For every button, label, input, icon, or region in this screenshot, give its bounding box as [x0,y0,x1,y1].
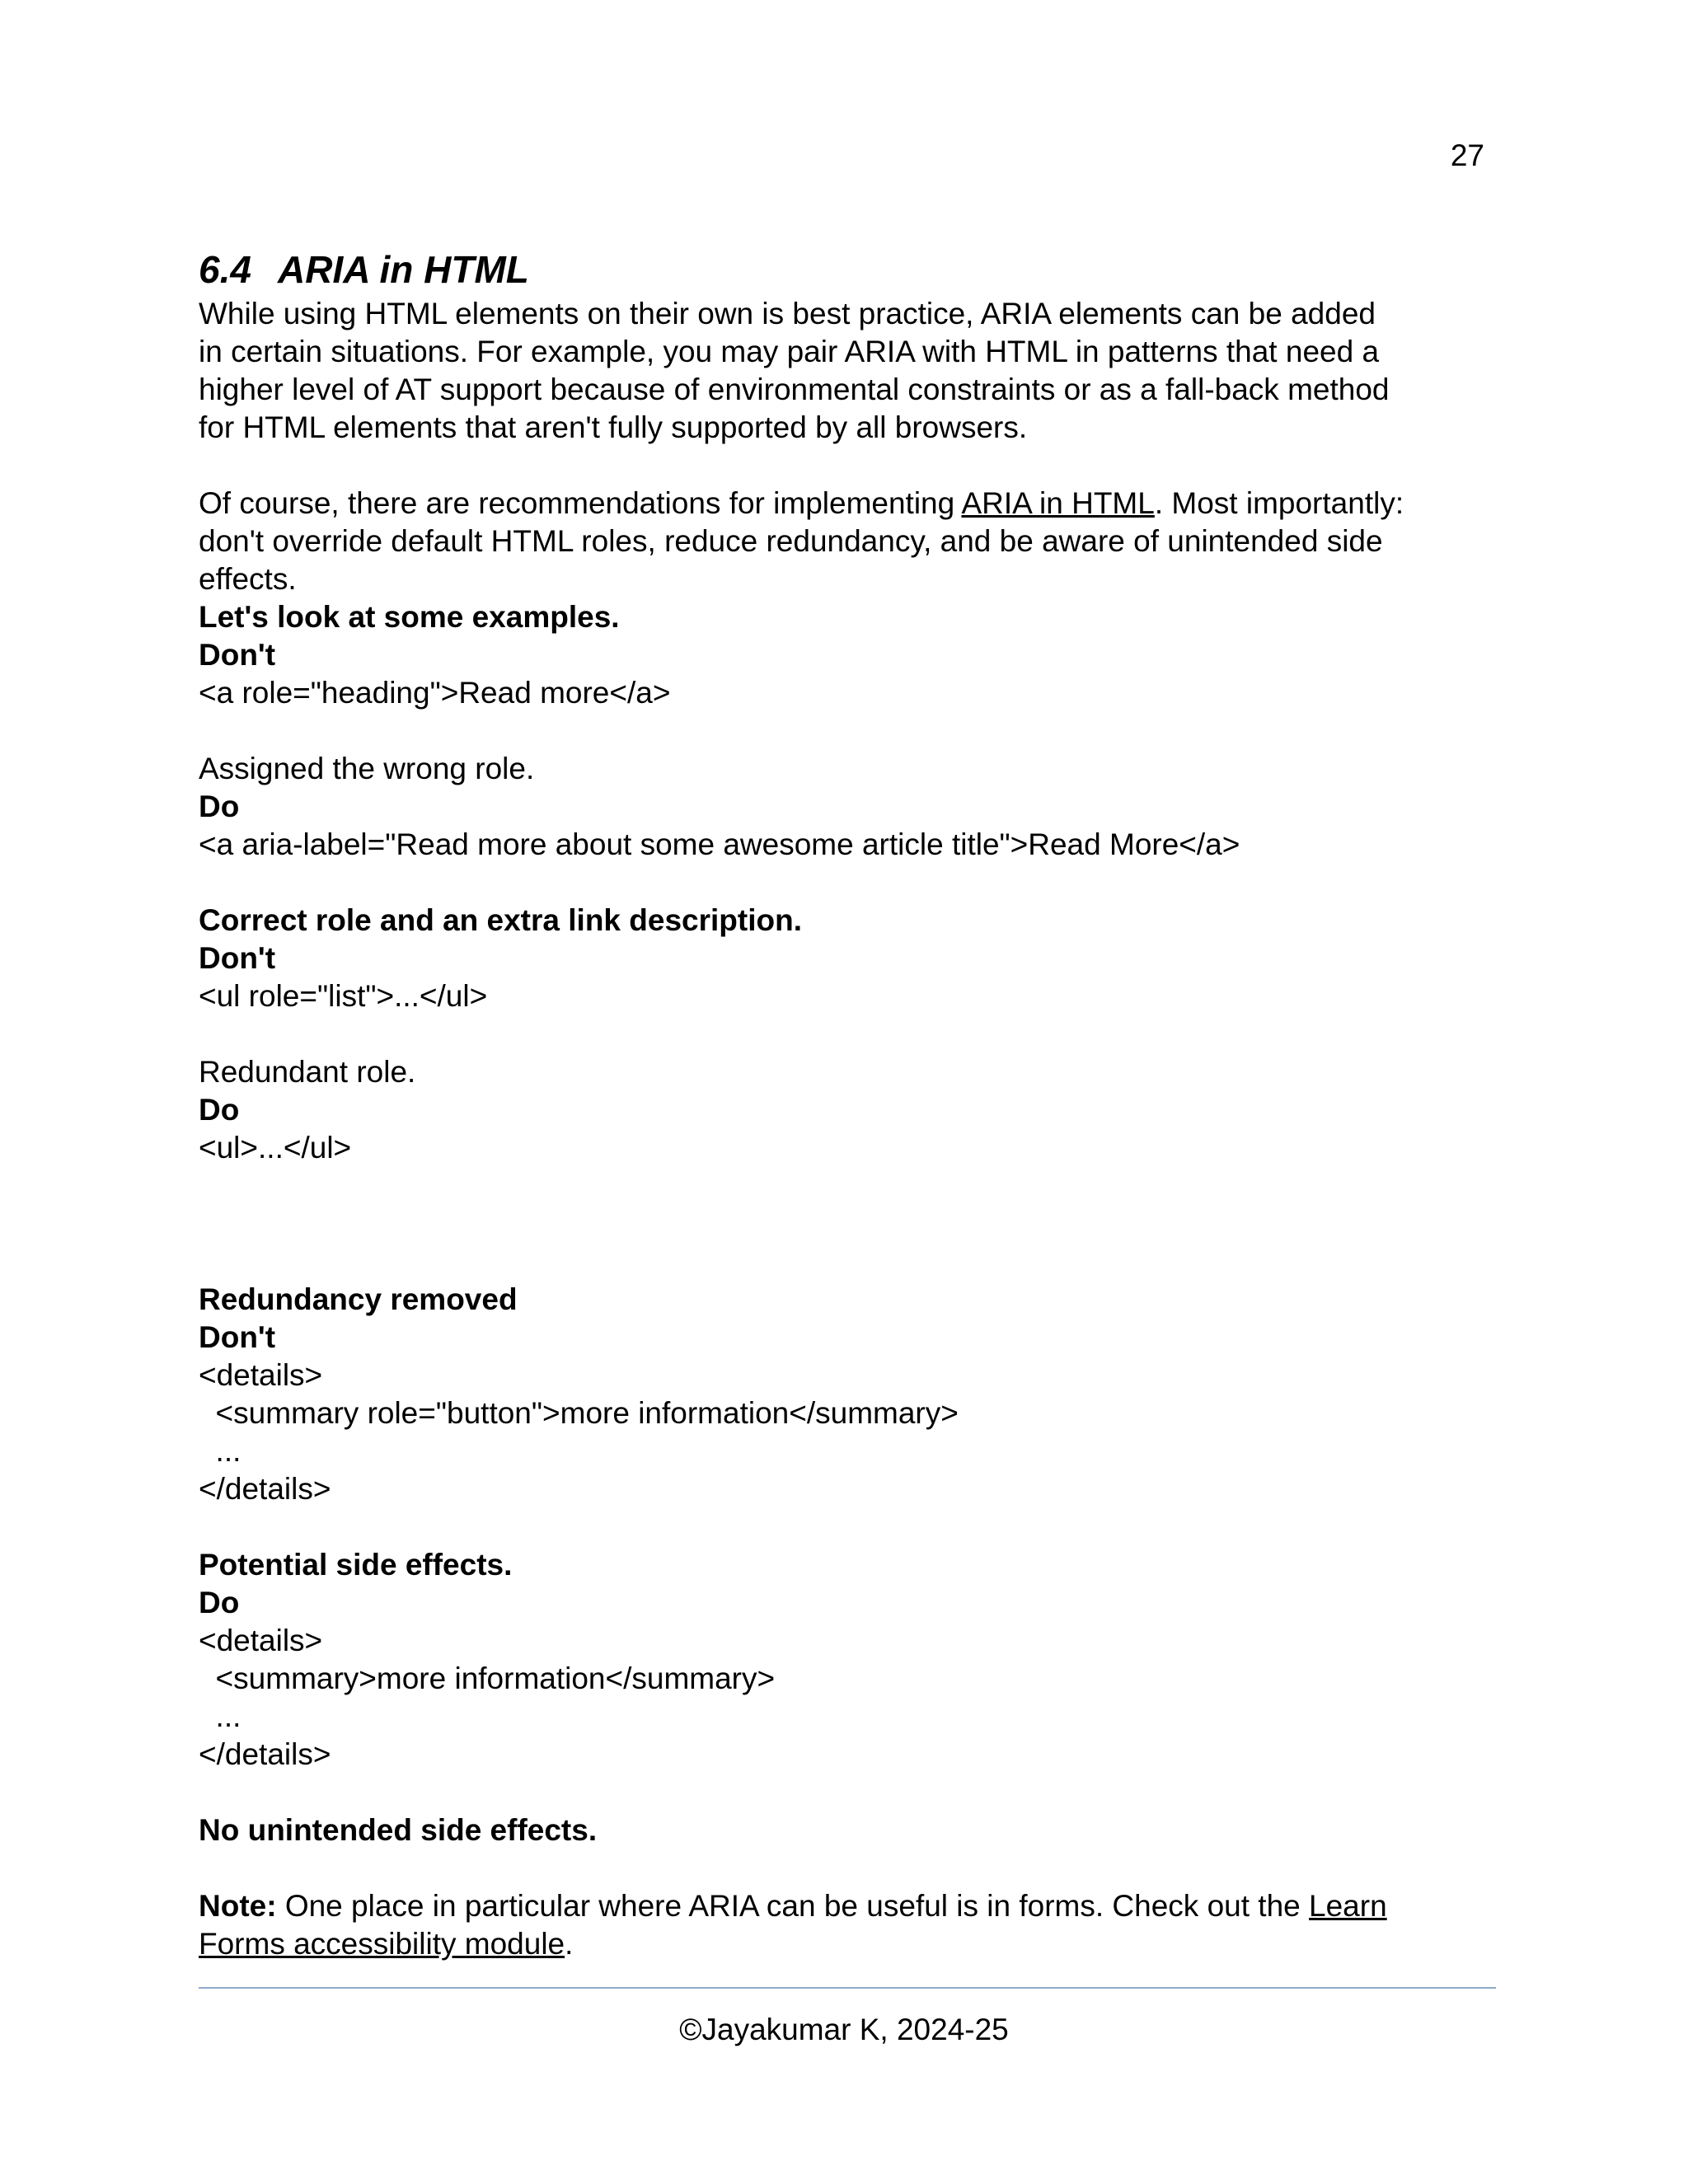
spacer [199,1167,1489,1281]
example-code-line: <details> [199,1358,323,1392]
example-code: <a role="heading">Read more</a> [199,676,671,710]
note-line [199,1925,1489,1963]
example-label-dont: Don't [199,1320,276,1354]
spacer [199,447,1489,485]
example-code-line: <details> [199,1624,323,1657]
example-code-line: <summary role="button">more information</summary> [199,1396,959,1430]
example-code-line: ... [199,1434,241,1468]
section-number: 6.4 [199,248,251,291]
examples-heading: Let's look at some examples. [199,600,620,634]
aria-in-html-link[interactable]: ARIA in HTML [961,486,1155,520]
example-code-line: </details> [199,1737,331,1771]
note-label: Note: [199,1889,277,1923]
example-caption: Redundancy removed [199,1282,518,1316]
note-paragraph [199,1887,1489,1963]
note-text: . [565,1927,574,1961]
example-caption: No unintended side effects. [199,1813,598,1847]
section-title: ARIA in HTML [278,248,529,291]
recommendation-line [199,485,1489,523]
intro-line: for HTML elements that aren't fully supported by all browsers. [199,410,1028,444]
example-label-do: Do [199,790,240,823]
spacer [199,1508,1489,1546]
spacer [199,1015,1489,1053]
example-caption: Potential side effects. [199,1548,513,1582]
note-text: One place in particular where ARIA can be useful is in forms. Check out the [276,1889,1310,1923]
example-caption: Redundant role. [199,1055,416,1089]
footer-divider [199,1987,1496,1989]
learn-forms-link[interactable]: Forms accessibility module [199,1927,565,1961]
example-label-do: Do [199,1093,240,1127]
recommendation-text: Of course, there are recommendations for implementing [199,486,962,520]
spacer [199,864,1489,902]
recommendation-paragraph [199,485,1489,598]
recommendation-line: effects. [199,562,297,596]
example-label-do: Do [199,1586,240,1619]
spacer [199,712,1489,750]
example-code: <a aria-label="Read more about some awesome article title">Read More</a> [199,827,1240,861]
note-line [199,1887,1489,1925]
recommendation-line: don't override default HTML roles, reduce redundancy, and be aware of unintended side [199,524,1383,558]
spacer [199,1774,1489,1811]
example-code: <ul>...</ul> [199,1131,352,1165]
section-heading [199,246,1489,293]
example-label-dont: Don't [199,941,276,975]
footer-copyright: ©Jayakumar K, 2024-25 [679,2013,1009,2046]
page-number: 27 [1450,138,1484,172]
recommendation-text: . Most importantly: [1154,486,1404,520]
example-caption: Correct role and an extra link description. [199,903,802,937]
intro-line: in certain situations. For example, you may pair ARIA with HTML in patterns that need a [199,335,1380,368]
intro-line: higher level of AT support because of environmental constraints or as a fall-back method [199,373,1390,406]
example-code-line: ... [199,1699,241,1733]
intro-paragraph [199,295,1489,447]
page-content [199,246,1489,1963]
spacer [199,1849,1489,1887]
learn-forms-link[interactable]: Learn [1309,1889,1387,1923]
intro-line: While using HTML elements on their own is best practice, ARIA elements can be added [199,297,1376,330]
example-caption: Assigned the wrong role. [199,752,535,785]
example-code-line: <summary>more information</summary> [199,1661,776,1695]
example-label-dont: Don't [199,638,276,672]
example-code-line: </details> [199,1472,331,1506]
example-code: <ul role="list">...</ul> [199,979,488,1013]
